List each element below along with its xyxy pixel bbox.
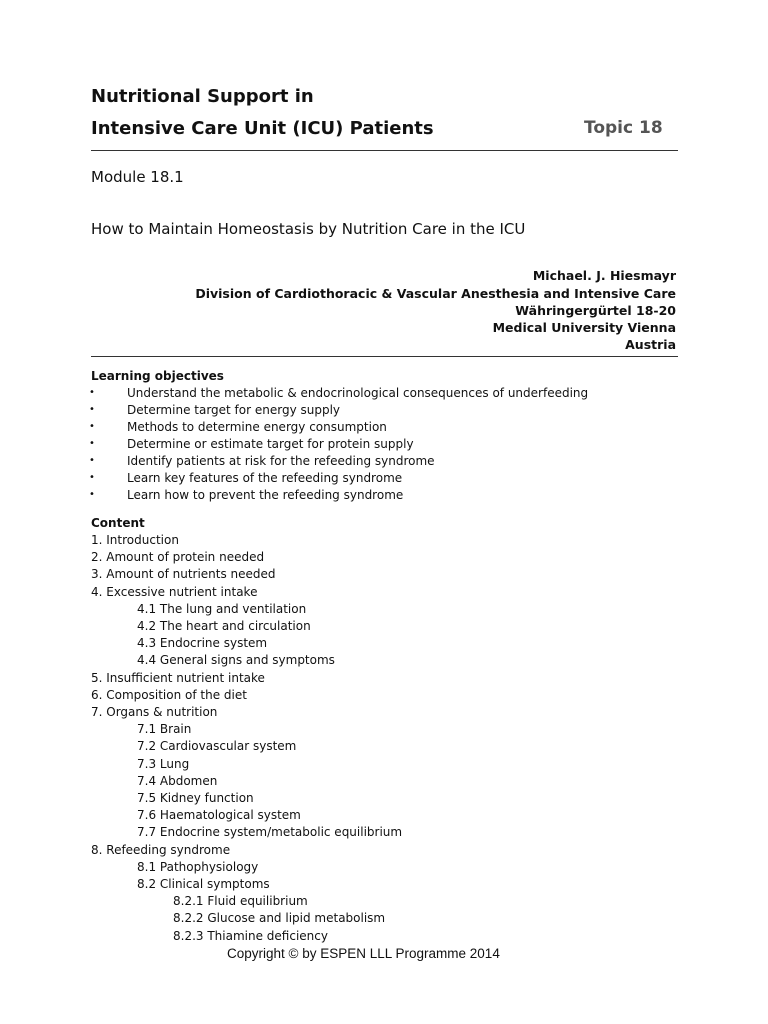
toc-item: 7.7 Endocrine system/metabolic equilibrium (137, 825, 403, 840)
learning-objective-item: Determine target for energy supply (127, 403, 341, 417)
learning-objective-item: Learn key features of the refeeding syndrome (127, 471, 403, 485)
author-country: Austria (625, 337, 676, 352)
toc-item: 7.6 Haematological system (137, 808, 301, 823)
toc-item: 4.2 The heart and circulation (137, 619, 311, 633)
toc-item: 3. Amount of nutrients needed (91, 567, 276, 582)
copyright-footer: Copyright © by ESPEN LLL Programme 2014 (227, 946, 500, 961)
module-subtitle: How to Maintain Homeostasis by Nutrition Care in the ICU (91, 220, 526, 238)
toc-item: 8.2.3 Thiamine deficiency (173, 928, 328, 943)
toc-item: 7.4 Abdomen (137, 773, 218, 788)
bullet-icon: • (89, 404, 95, 415)
toc-item: 6. Composition of the diet (91, 687, 247, 702)
bullet-icon: • (89, 438, 95, 449)
toc-item: 8. Refeeding syndrome (91, 842, 231, 857)
author-university: Medical University Vienna (492, 320, 676, 335)
toc-item: 7. Organs & nutrition (91, 705, 218, 719)
learning-objectives-heading: Learning objectives (91, 369, 224, 383)
toc-item: 7.2 Cardiovascular system (137, 739, 297, 754)
bullet-icon: • (89, 455, 95, 466)
toc-item: 7.1 Brain (137, 722, 192, 737)
toc-item: 7.5 Kidney function (137, 791, 254, 805)
toc-item: 4. Excessive nutrient intake (91, 584, 258, 599)
learning-objective-item: Learn how to prevent the refeeding syndrome (127, 488, 404, 502)
learning-objective-item: Identify patients at risk for the refeeding syndrome (127, 454, 435, 468)
author-divider (91, 356, 678, 357)
bullet-icon: • (89, 489, 95, 500)
learning-objective-item: Methods to determine energy consumption (127, 420, 387, 434)
toc-item: 2. Amount of protein needed (91, 550, 265, 565)
header-divider (91, 150, 678, 151)
author-name: Michael. J. Hiesmayr (532, 268, 676, 283)
bullet-icon: • (89, 472, 95, 483)
author-division: Division of Cardiothoracic & Vascular Anesthesia and Intensive Care (195, 286, 676, 301)
topic-label: Topic 18 (584, 118, 663, 138)
toc-item: 4.3 Endocrine system (137, 636, 268, 651)
toc-item: 5. Insufficient nutrient intake (91, 670, 265, 685)
bullet-icon: • (89, 387, 95, 398)
document-title-line1: Nutritional Support in (91, 86, 314, 107)
toc-item: 4.1 The lung and ventilation (137, 601, 307, 616)
toc-item: 7.3 Lung (137, 756, 190, 771)
author-street: Währingergürtel 18-20 (515, 303, 676, 318)
bullet-icon: • (89, 421, 95, 432)
toc-item: 8.2 Clinical symptoms (137, 877, 270, 891)
learning-objective-item: Understand the metabolic & endocrinological consequences of underfeeding (127, 386, 589, 400)
module-label: Module 18.1 (91, 168, 184, 186)
document-title-line2: Intensive Care Unit (ICU) Patients (91, 118, 434, 139)
toc-item: 1. Introduction (91, 533, 179, 547)
toc-item: 4.4 General signs and symptoms (137, 653, 335, 668)
toc-item: 8.2.2 Glucose and lipid metabolism (173, 911, 386, 926)
learning-objective-item: Determine or estimate target for protein supply (127, 437, 414, 451)
content-heading: Content (91, 516, 145, 530)
toc-item: 8.2.1 Fluid equilibrium (173, 894, 308, 909)
toc-item: 8.1 Pathophysiology (137, 859, 259, 874)
